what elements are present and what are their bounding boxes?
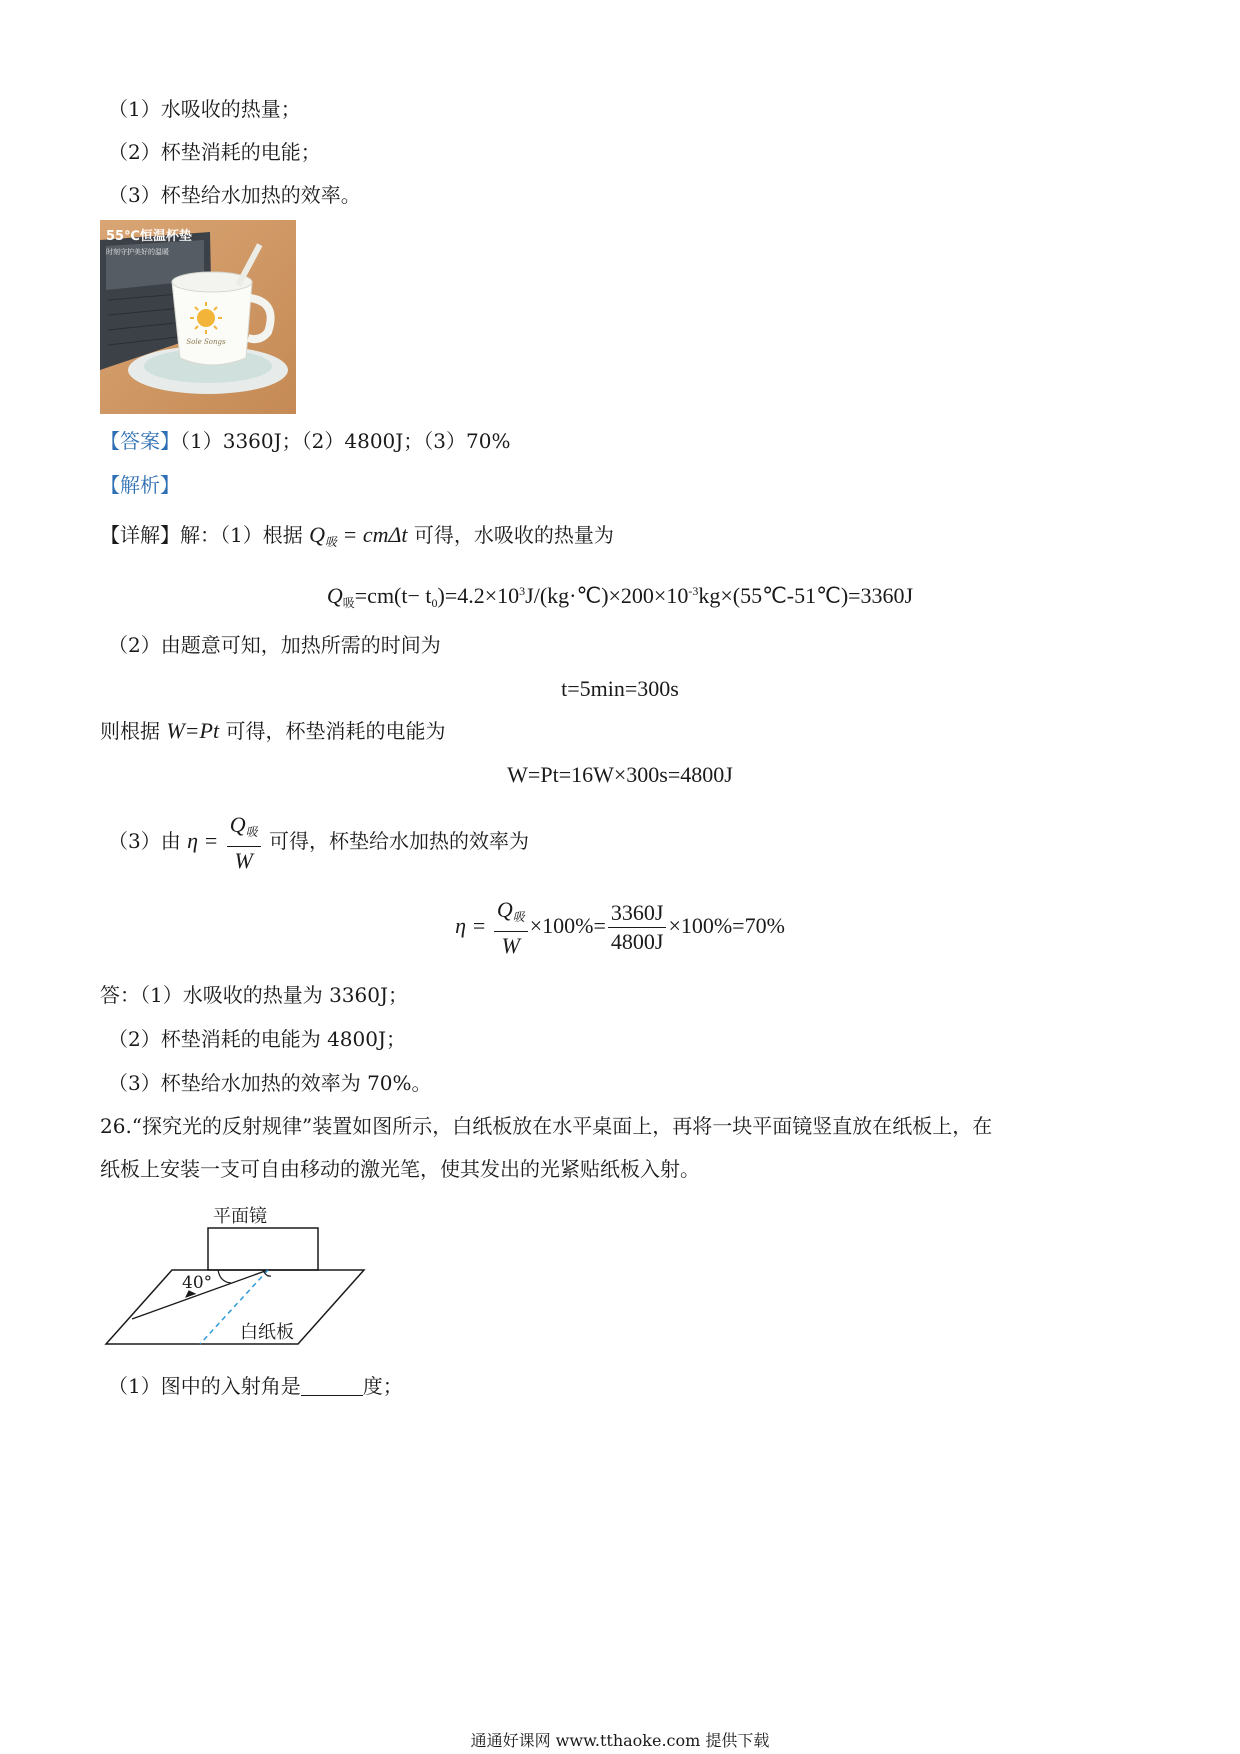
equation-time: t=5min=300s [561, 676, 679, 701]
detail-formula: $Q_吸 = cm\Delta t$ [309, 522, 408, 549]
conclusion-3: （3）杯垫给水加热的效率为 70%。 [108, 1071, 432, 1095]
conclusion-2: （2）杯垫消耗的电能为 4800J； [108, 1027, 406, 1051]
mug-logo-text: Sole Songs [186, 338, 226, 346]
answer-line [100, 428, 510, 454]
reflection-diagram [100, 1198, 372, 1348]
power-formula: W=Pt [166, 718, 220, 743]
equation-heat-absorbed: $Q_吸=cm(t-$ $t_0)=4.2\times 10^3J/(kg\cdot℃)\times 200\times 10^{-3}kg\times(55℃-51℃)=3360J$ [326, 583, 914, 610]
question-1: （1）水吸收的热量； [108, 97, 301, 121]
part2-line: （2）由题意可知，加热所需的时间为 [108, 633, 441, 657]
mirror-label: 平面镜 [213, 1206, 267, 1227]
detail-tag: 【详解】 [100, 523, 180, 547]
angle-label: 40° [182, 1273, 213, 1293]
analysis-tag: 【解析】 [100, 473, 180, 497]
page-footer: 通通好课网 www.tthaoke.com 提供下载 [470, 1731, 770, 1750]
question-3: （3）杯垫给水加热的效率。 [108, 183, 361, 207]
cup-warmer-photo [100, 220, 296, 414]
equation-energy: W=Pt=16W×300s=4800J [507, 762, 733, 787]
detail-intro: 解：（1）根据 [180, 523, 303, 547]
equation-efficiency: η = $\frac{Q_吸}{W}$ ×100%= $\frac{3360J}{4800J}$ ×100%=70% [455, 896, 785, 958]
part3-line: （3）由 η = $\frac{Q_吸}{W}$ 可得，杯垫给水加热的效率为 [108, 811, 529, 873]
photo-overlay-subtitle: 时刻守护美好的温暖 [106, 248, 169, 256]
photo-overlay-title: 55℃恒温杯垫 [106, 229, 192, 244]
q26-line-1: 26.“探究光的反射规律”装置如图所示，白纸板放在水平桌面上，再将一块平面镜竖直放在纸板上，在 [100, 1114, 993, 1138]
detail-line [100, 522, 614, 555]
question-2: （2）杯垫消耗的电能； [108, 140, 321, 164]
angle-arc [218, 1270, 231, 1283]
part2-then-line: 则根据 W=Pt 可得，杯垫消耗的电能为 [100, 718, 446, 743]
detail-intro-tail: 可得，水吸收的热量为 [413, 523, 614, 547]
q26-sub1: （1）图中的入射角是 度； [108, 1374, 403, 1398]
answer-blank[interactable] [301, 1375, 363, 1396]
plane-mirror [208, 1228, 318, 1270]
conclusion-1: 答：（1）水吸收的热量为 3360J； [100, 983, 408, 1007]
q26-line-2: 纸板上安装一支可自由移动的激光笔，使其发出的光紧贴纸板入射。 [100, 1157, 700, 1181]
efficiency-fraction: $\frac{Q_吸}{W}$ [227, 813, 261, 873]
board-label: 白纸板 [240, 1322, 294, 1343]
answer-tag: 【答案】 [100, 429, 180, 453]
answer-text: （1）3360J；（2）4800J；（3）70% [180, 429, 511, 453]
